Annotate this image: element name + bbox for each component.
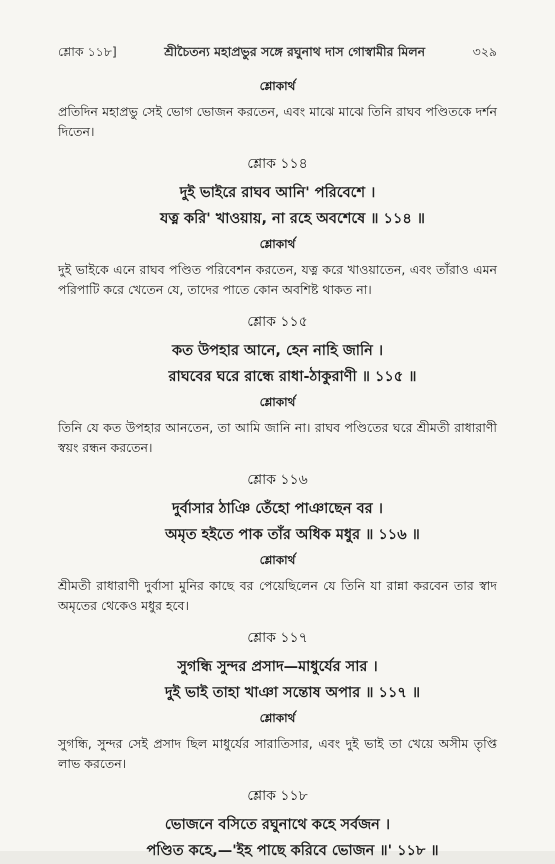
verse-label: শ্লোক ১১৬: [247, 472, 308, 488]
verse-line: অমৃত হইতে পাক তাঁর অধিক মধুর ॥ ১১৬ ॥: [165, 527, 420, 543]
verse-label: শ্লোক ১১৫: [247, 314, 308, 330]
translation-text: শ্রীমতী রাধারাণী দুর্বাসা মুনির কাছে বর পেয়েছিলেন যে তিনি যা রান্না করবেন তার স্বাদ অমৃতের থেকেও মধুর হবে।: [58, 578, 497, 613]
verse-line: সুগন্ধি সুন্দর প্রসাদ—মাধুর্যের সার ।: [177, 659, 378, 675]
header-verse-ref: শ্লোক ১১৮]: [58, 44, 117, 59]
verse-line: ভোজনে বসিতে রঘুনাথে কহে সর্বজন ।: [164, 817, 391, 833]
translation-text: তিনি যে কত উপহার আনতেন, তা আমি জানি না। রাঘব পণ্ডিতের ঘরে শ্রীমতী রাধারাণী স্বয়ং রন্ধন করতেন।: [58, 420, 497, 455]
running-head: [58, 44, 497, 64]
verse-line: দুর্বাসার ঠাঞি তেঁহো পাঞাছেন বর ।: [172, 501, 383, 517]
translation-text: প্রতিদিন মহাপ্রভু সেই ভোগ ভোজন করতেন, এবং মাঝে মাঝে তিনি রাঘব পণ্ডিতকে দর্শন দিতেন।: [58, 104, 497, 139]
translation-block: [58, 78, 497, 142]
translation-label: শ্লোকার্থ: [259, 711, 296, 725]
verse-block: [58, 310, 497, 458]
translation-text: দুই ভাইকে এনে রাঘব পণ্ডিত পরিবেশন করতেন, যত্ন করে খাওয়াতেন, এবং তাঁরাও এমন পরিপাটি করে খেতেন যে, তাদের পাতে কোন অবশিষ্ট থাকত না।: [58, 262, 497, 297]
verse-line: কত উপহার আনে, হেন নাহি জানি ।: [171, 343, 384, 359]
translation-label: শ্লোকার্থ: [259, 553, 296, 567]
verse-label: শ্লোক ১১৮: [247, 788, 308, 804]
header-title: শ্রীচৈতন্য মহাপ্রভুর সঙ্গে রঘুনাথ দাস গোস্বামীর মিলন: [164, 44, 426, 59]
verse-label: শ্লোক ১১৭: [247, 630, 308, 646]
verse-line: দুই ভাই তাহা খাঞা সন্তোষ অপার ॥ ১১৭ ॥: [164, 685, 421, 701]
verse-line: রাঘবের ঘরে রান্ধে রাধা-ঠাকুরাণী ॥ ১১৫ ॥: [168, 369, 417, 385]
translation-text: সুগন্ধি, সুন্দর সেই প্রসাদ ছিল মাধুর্যের সারাতিসার, এবং দুই ভাই তা খেয়ে অসীম তৃপ্তি লাভ করতেন।: [58, 736, 497, 771]
verse-line: পণ্ডিত কহে,—'ইহ পাছে করিবে ভোজন ॥' ১১৮ ॥: [146, 843, 439, 859]
verse-line: দুই ভাইরে রাঘব আনি' পরিবেশে ।: [179, 185, 376, 201]
verse-block: [58, 784, 497, 864]
translation-label: শ্লোকার্থ: [259, 79, 296, 93]
verse-label: শ্লোক ১১৪: [247, 156, 308, 172]
verse-block: [58, 152, 497, 300]
translation-label: শ্লোকার্থ: [259, 395, 296, 409]
verse-block: [58, 468, 497, 616]
translation-label: শ্লোকার্থ: [259, 237, 296, 251]
verse-block: [58, 626, 497, 774]
verse-line: যত্ন করি' খাওয়ায়, না রহে অবশেষে ॥ ১১৪ ॥: [159, 211, 426, 227]
page-number: ৩২৯: [472, 44, 497, 59]
